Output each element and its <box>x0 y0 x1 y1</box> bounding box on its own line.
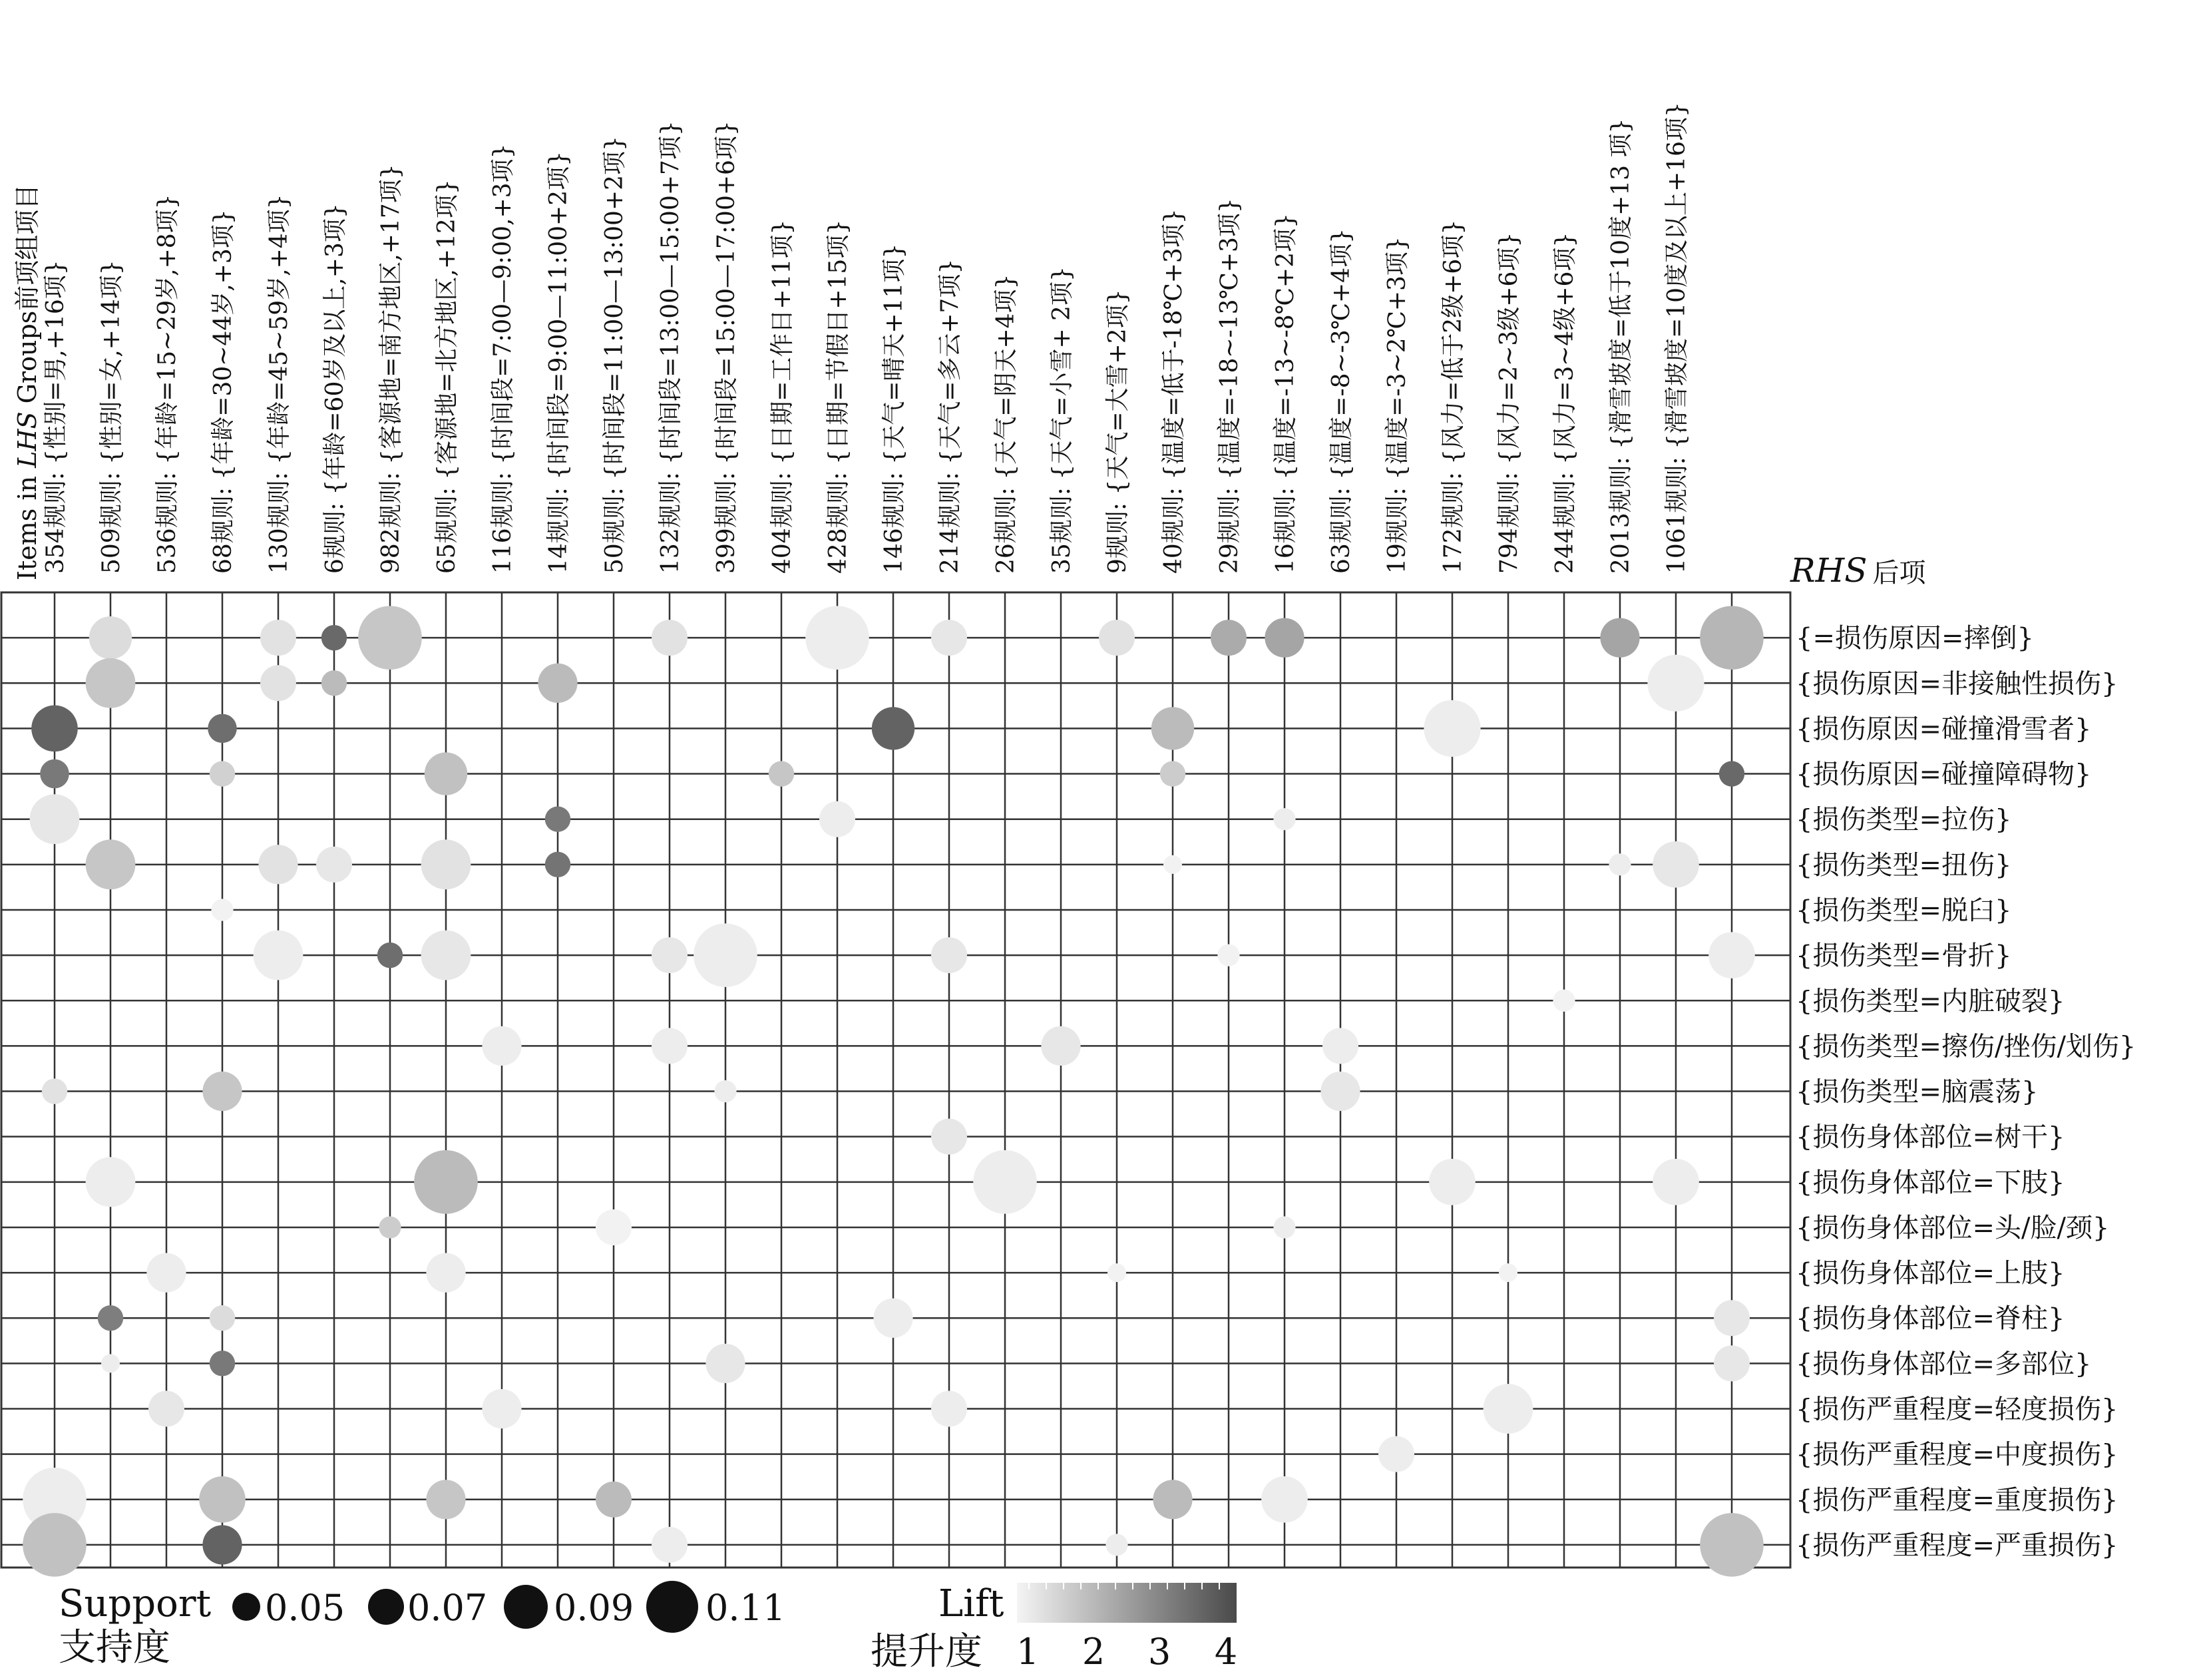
rule-bubble <box>23 1513 87 1577</box>
rule-bubble <box>208 714 237 743</box>
column-label: 16规则: {温度=-13~-8℃+2项} <box>1272 213 1299 574</box>
rule-bubble <box>545 852 570 877</box>
column-label: 29规则: {温度=-18~-13℃+3项} <box>1216 198 1243 574</box>
rule-bubble <box>31 706 78 752</box>
rule-bubble <box>482 1389 521 1428</box>
row-label: {=损伤原因=摔倒} <box>1796 623 2034 654</box>
column-label: 68规则: {年龄=30~44岁,+3项} <box>210 209 237 574</box>
rule-bubble <box>1708 932 1755 978</box>
rule-bubble <box>202 1525 242 1564</box>
rule-bubble <box>316 847 352 883</box>
rule-bubble <box>379 1216 401 1238</box>
rule-bubble <box>1322 1028 1358 1064</box>
row-label: {损伤类型=拉伤} <box>1796 804 2012 835</box>
rule-bubble <box>426 1480 465 1519</box>
rule-bubble <box>260 665 296 701</box>
column-label: 172规则: {风力=低于2级+6项} <box>1440 219 1467 574</box>
rule-bubble <box>421 931 471 980</box>
row-label: {损伤类型=内脏破裂} <box>1796 986 2065 1017</box>
lift-legend-title: Lift <box>938 1582 1004 1625</box>
lift-legend-title-cn: 提升度 <box>871 1630 982 1673</box>
rule-bubble <box>1609 853 1631 875</box>
rule-bubble <box>596 1482 632 1518</box>
column-label: 63规则: {温度=-8~-3℃+4项} <box>1328 228 1355 574</box>
support-legend-dot <box>504 1585 548 1629</box>
rule-bubble <box>1105 1534 1127 1556</box>
column-label: 509规则: {性别=女,+14项} <box>98 260 125 574</box>
rule-bubble <box>1107 1263 1126 1282</box>
rule-bubble <box>1714 1345 1750 1381</box>
rule-bubble <box>210 1305 235 1331</box>
rule-bubble <box>973 1150 1037 1214</box>
support-legend-value: 0.05 <box>265 1587 345 1629</box>
rule-bubble <box>358 606 422 670</box>
column-label: 6规则: {年龄=60岁及以上,+3项} <box>321 203 349 574</box>
rule-bubble <box>377 943 403 968</box>
rule-bubble <box>1217 945 1239 966</box>
support-legend-value: 0.11 <box>705 1587 786 1629</box>
rule-bubble <box>805 606 869 670</box>
rule-bubble <box>714 1080 736 1102</box>
column-label: 19规则: {温度=-3~2℃+3项} <box>1384 236 1411 574</box>
row-label: {损伤类型=扭伤} <box>1796 849 2012 881</box>
support-legend-value: 0.07 <box>407 1587 488 1629</box>
rule-bubble <box>199 1476 246 1523</box>
rule-bubble <box>40 759 69 789</box>
rule-bubble <box>1211 620 1247 656</box>
rule-bubble <box>321 625 347 650</box>
column-label: 132规则: {时间段=13:00—15:00+7项} <box>657 120 684 574</box>
support-legend-dot <box>232 1593 260 1621</box>
rule-bubble <box>210 1351 235 1376</box>
rule-bubble <box>89 616 132 659</box>
rule-bubble <box>98 1305 123 1331</box>
rule-bubble <box>1484 1384 1533 1434</box>
row-label: {损伤类型=脑震荡} <box>1796 1076 2039 1108</box>
row-label: {损伤原因=碰撞障碍物} <box>1796 759 2092 790</box>
rule-bubble <box>596 1209 632 1245</box>
row-label: {损伤类型=脱臼} <box>1796 895 2012 926</box>
rule-bubble <box>1499 1263 1517 1282</box>
rule-bubble <box>1273 1216 1295 1238</box>
rule-bubble <box>421 839 471 889</box>
support-legend-title-cn: 支持度 <box>59 1626 170 1669</box>
rule-bubble <box>1600 618 1639 658</box>
row-label: {损伤身体部位=多部位} <box>1796 1349 2092 1380</box>
row-label: {损伤原因=非接触性损伤} <box>1796 668 2118 700</box>
column-label: 2013规则: {滑雪坡度=低于10度+13 项} <box>1607 118 1635 574</box>
rule-bubble <box>321 670 347 696</box>
support-legend-dot <box>368 1589 404 1625</box>
rule-bubble <box>148 1391 184 1427</box>
rule-bubble <box>1273 808 1295 830</box>
rule-bubble <box>1265 618 1304 658</box>
rule-bubble <box>254 931 303 980</box>
rule-bubble <box>931 1391 967 1427</box>
column-label: 116规则: {时间段=7:00—9:00,+3项} <box>489 143 516 574</box>
rule-bubble <box>1163 855 1182 874</box>
rule-bubble <box>652 937 688 973</box>
row-label: {损伤身体部位=脊柱} <box>1796 1303 2065 1335</box>
rule-bubble <box>482 1026 521 1066</box>
rule-bubble <box>1378 1436 1414 1472</box>
rule-bubble <box>931 620 967 656</box>
rule-bubble <box>1160 761 1185 786</box>
rule-bubble <box>538 664 577 703</box>
rule-bubble <box>86 658 136 708</box>
support-legend-title: Support <box>59 1582 212 1625</box>
rule-bubble <box>1653 1159 1699 1205</box>
rule-bubble <box>30 794 80 844</box>
rule-bubble <box>101 1354 120 1372</box>
rule-bubble <box>931 1119 967 1155</box>
row-label: {损伤严重程度=中度损伤} <box>1796 1439 2118 1470</box>
column-label: 65规则: {客源地=北方地区,+12项} <box>433 179 461 574</box>
rule-bubble <box>931 937 967 973</box>
column-label: 1061规则: {滑雪坡度=10度及以上+16项} <box>1663 102 1691 574</box>
column-label: 428规则: {日期=节假日+15项} <box>825 219 852 574</box>
rule-bubble <box>652 1028 688 1064</box>
rule-bubble <box>872 707 914 749</box>
column-label: 536规则: {年龄=15~29岁,+8项} <box>154 194 181 574</box>
column-label: 982规则: {客源地=南方地区,+17项} <box>377 164 405 574</box>
rule-bubble <box>1719 761 1744 786</box>
rule-bubble <box>1553 990 1575 1012</box>
rule-bubble <box>1151 707 1194 749</box>
row-label: {损伤身体部位=头/脸/颈} <box>1796 1212 2110 1243</box>
rule-bubble <box>1653 841 1699 888</box>
column-label: 40规则: {温度=低于-18℃+3项} <box>1160 208 1187 574</box>
rule-bubble <box>426 1253 465 1292</box>
column-label: 244规则: {风力=3~4级+6项} <box>1551 232 1579 574</box>
column-label: 35规则: {天气=小雪+ 2项} <box>1048 266 1076 574</box>
rule-bubble <box>652 1527 688 1563</box>
column-label: 399规则: {时间段=15:00—17:00+6项} <box>713 120 740 574</box>
rule-bubble <box>414 1150 478 1214</box>
rule-bubble <box>258 845 298 884</box>
rule-bubble <box>211 899 233 921</box>
column-label: 404规则: {日期=工作日+11项} <box>769 219 796 574</box>
column-label: 50规则: {时间段=11:00—13:00+2项} <box>601 136 628 574</box>
rule-bubble <box>1153 1480 1192 1519</box>
rule-bubble <box>1647 655 1704 712</box>
column-label: 26规则: {天气=阴天+4项} <box>992 274 1020 574</box>
row-label: {损伤类型=擦伤/挫伤/划伤} <box>1796 1031 2136 1062</box>
lift-tick-label: 3 <box>1147 1631 1171 1673</box>
support-legend-dot <box>646 1581 698 1633</box>
lift-tick-label: 4 <box>1214 1631 1238 1673</box>
column-label: 9规则: {天气=大雪+2项} <box>1104 289 1131 574</box>
rule-bubble <box>425 752 467 795</box>
support-legend-value: 0.09 <box>554 1587 634 1629</box>
rule-bubble <box>210 761 235 786</box>
row-label: {损伤类型=骨折} <box>1796 941 2012 972</box>
column-label: 794规则: {风力=2~3级+6项} <box>1495 232 1523 574</box>
rule-bubble <box>769 761 794 786</box>
rhs-axis-title: RHS 后项 <box>1790 551 1926 590</box>
rule-bubble <box>652 620 688 656</box>
rule-bubble <box>1714 1300 1750 1336</box>
rule-bubble <box>1424 700 1480 757</box>
row-label: {损伤严重程度=重度损伤} <box>1796 1484 2118 1516</box>
column-label: 214规则: {天气=多云+7项} <box>936 258 964 574</box>
rule-bubble <box>86 839 136 889</box>
rule-bubble <box>42 1078 67 1104</box>
rule-bubble <box>1429 1159 1476 1205</box>
lift-tick-label: 2 <box>1082 1631 1105 1673</box>
rule-bubble <box>86 1157 136 1207</box>
rule-bubble <box>1320 1072 1360 1111</box>
rule-bubble <box>1261 1476 1308 1523</box>
column-label: 14规则: {时间段=9:00—11:00+2项} <box>545 150 572 574</box>
column-label: 130规则: {年龄=45~59岁,+4项} <box>266 194 293 574</box>
column-label: 146规则: {天气=晴天+11项} <box>881 243 908 574</box>
rule-bubble <box>545 806 570 831</box>
row-label: {损伤原因=碰撞滑雪者} <box>1796 714 2092 745</box>
rule-bubble <box>819 801 855 837</box>
row-label: {损伤严重程度=严重损伤} <box>1796 1530 2118 1561</box>
lift-colorbar <box>1017 1583 1237 1623</box>
lift-tick-label: 1 <box>1016 1631 1040 1673</box>
rule-bubble <box>1041 1026 1080 1066</box>
row-label: {损伤身体部位=上肢} <box>1796 1258 2065 1289</box>
lhs-axis-title: Items in LHS Groups前项组项目 <box>13 184 42 580</box>
rule-bubble <box>202 1072 242 1111</box>
rule-bubble <box>1099 620 1135 656</box>
rule-bubble <box>705 1344 745 1383</box>
rule-bubble <box>146 1253 186 1292</box>
row-label: {损伤严重程度=轻度损伤} <box>1796 1394 2118 1425</box>
row-label: {损伤身体部位=树干} <box>1796 1122 2065 1153</box>
row-label: {损伤身体部位=下肢} <box>1796 1167 2065 1198</box>
rule-bubble <box>694 923 757 987</box>
rule-bubble <box>1700 1513 1764 1577</box>
rule-bubble <box>873 1299 912 1338</box>
column-label: 354规则: {性别=男,+16项} <box>42 260 69 574</box>
rule-bubble <box>1700 606 1764 670</box>
rule-bubble <box>260 620 296 656</box>
